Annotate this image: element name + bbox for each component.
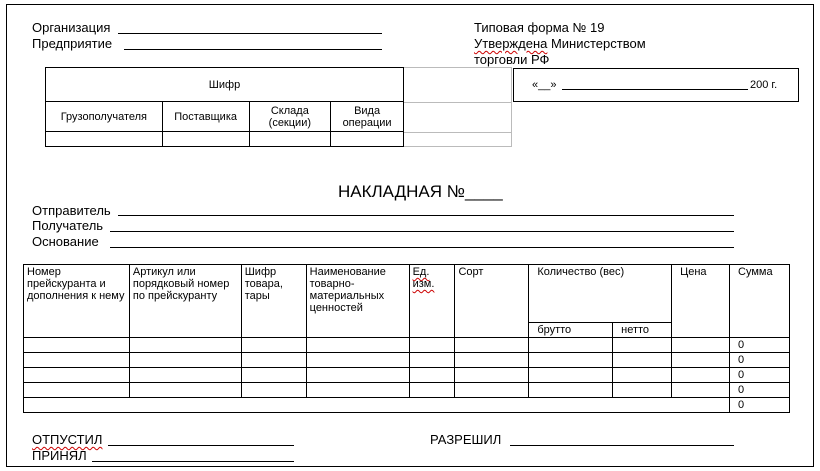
col-pricelist: Номер прейскуранта и дополнения к нему [24,265,130,338]
col-net: нетто [613,323,672,338]
col-unit-text: Ед. изм. [412,266,435,290]
form-number-title: Типовая форма № 19 [474,20,605,35]
document-title: НАКЛАДНАЯ №____ [338,182,503,201]
approved-rest: Министерством [547,36,646,51]
receiver-field[interactable] [110,231,734,232]
table-total-row [24,398,790,413]
date-box[interactable] [513,68,799,102]
enterprise-field[interactable] [124,49,382,50]
released-label [32,432,102,447]
col-article-line2: порядковый номер [132,278,230,290]
table-row [24,353,790,368]
date-line [562,89,748,90]
code-col-warehouse: Склада (секции) [249,102,331,132]
col-article-line1: Артикул или [132,266,196,278]
organization-label: Организация [32,20,111,35]
date-year: 200 г. [750,79,778,91]
released-field[interactable] [108,445,294,446]
code-cell[interactable] [46,132,163,147]
date-day: «__» [532,79,557,91]
col-code: Шифр товара, тары [241,265,306,338]
basis-field[interactable] [110,247,734,248]
table-row [24,338,790,353]
code-cell[interactable] [249,132,331,147]
accepted-field[interactable] [92,461,294,462]
col-article-line3: по прейскуранту [132,290,218,302]
code-col-operation: Вида операции [331,102,404,132]
col-name: Наименование товарно-материальных ценностей [306,265,409,338]
col-article [129,265,241,338]
receiver-label: Получатель [32,218,104,233]
sum-cell[interactable]: 0 [730,353,790,368]
sender-field[interactable] [118,215,734,216]
col-grade: Сорт [455,265,529,338]
sum-cell[interactable]: 0 [730,383,790,398]
approved-line [474,36,646,51]
approved-word: Утверждена [474,36,548,51]
enterprise-label: Предприятие [32,36,113,51]
sum-cell[interactable]: 0 [730,368,790,383]
code-col-supplier: Поставщика [162,102,249,132]
table-row [24,368,790,383]
basis-label: Основание [32,234,99,249]
code-cell[interactable] [162,132,249,147]
items-table [23,264,790,413]
permitted-label: РАЗРЕШИЛ [430,432,502,447]
code-col-consignee: Грузополучателя [46,102,163,132]
released-text: ОТПУСТИЛ [32,432,103,447]
col-price: Цена [672,265,730,338]
col-unit [409,265,455,338]
sum-cell[interactable]: 0 [730,338,790,353]
table-row [24,383,790,398]
col-gross: брутто [529,323,613,338]
code-table-title: Шифр [46,68,404,102]
organization-field[interactable] [118,33,382,34]
approved-line-2: торговли РФ [474,52,550,67]
accepted-label: ПРИНЯЛ [32,448,87,463]
col-sum: Сумма [730,265,790,338]
sender-label: Отправитель [32,203,111,218]
permitted-field[interactable] [510,445,734,446]
code-table [45,67,404,147]
col-quantity: Количество (вес) [529,265,672,323]
sum-total-cell[interactable]: 0 [730,398,790,413]
code-cell[interactable] [331,132,404,147]
gray-gridlines [404,67,512,147]
